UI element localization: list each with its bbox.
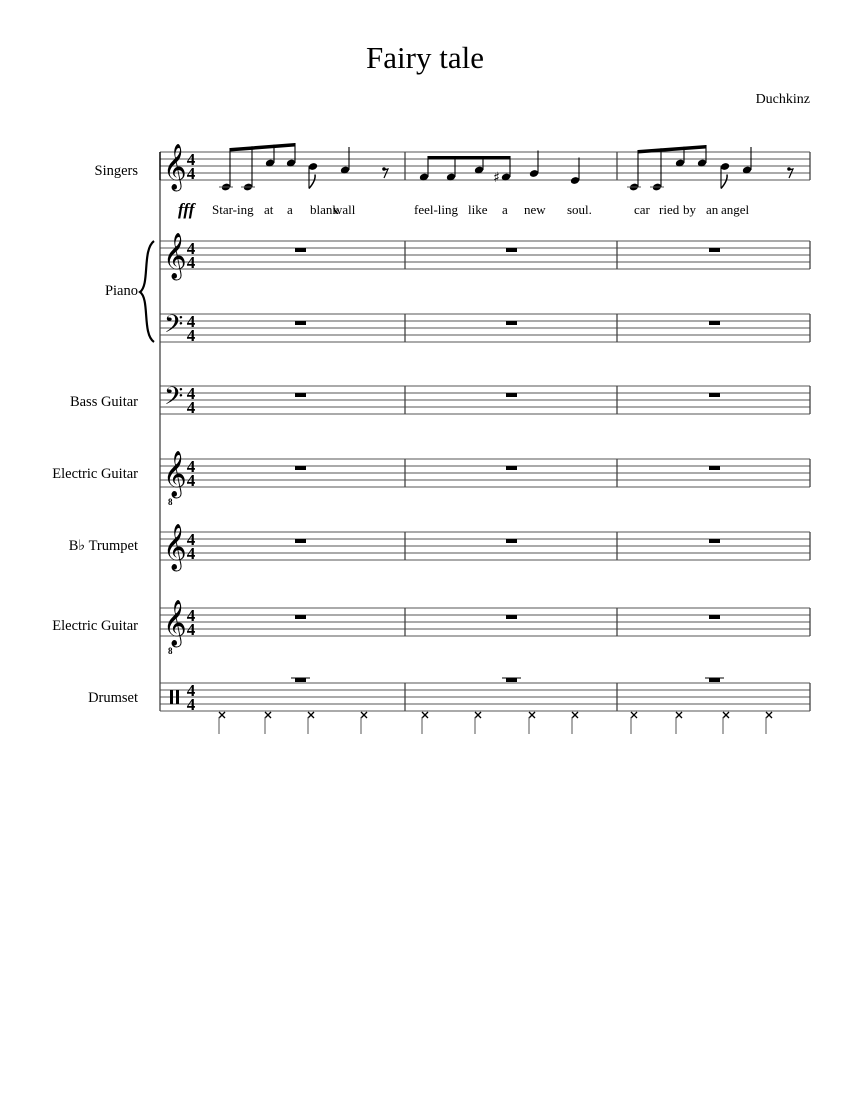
- lyric-syllable: car: [634, 202, 650, 217]
- rests: [291, 248, 724, 682]
- whole-rest-icon: [295, 466, 306, 470]
- lyric-syllable: ried: [659, 202, 680, 217]
- whole-rest-icon: [295, 321, 306, 325]
- singers-measure-1: [219, 143, 388, 191]
- lyric-syllable: soul.: [567, 202, 592, 217]
- time-signature: [187, 457, 196, 490]
- svg-text:8: 8: [168, 646, 173, 656]
- lyric-syllable: at: [264, 202, 274, 217]
- staff-piano-bass: [160, 314, 810, 342]
- staff-electric-guitar-1: [160, 459, 810, 487]
- lyric-syllable: feel-ling: [414, 202, 459, 217]
- composer-name: Duchkinz: [755, 92, 810, 107]
- whole-rest-icon: [709, 321, 720, 325]
- drum-hit-x-notehead-icon: [529, 712, 535, 734]
- svg-text:4: 4: [186, 253, 196, 272]
- instrument-label-piano: Piano: [104, 283, 138, 299]
- svg-text:4: 4: [186, 544, 196, 563]
- whole-rest-icon: [295, 678, 306, 682]
- time-signature: [187, 384, 196, 417]
- instrument-label-drumset: Drumset: [88, 690, 138, 706]
- staff-piano-treble: [160, 241, 810, 269]
- lyric-syllable: new: [524, 202, 546, 217]
- instrument-label-bass-guitar: Bass Guitar: [69, 394, 138, 410]
- svg-text:4: 4: [186, 398, 196, 417]
- svg-text:4: 4: [186, 620, 196, 639]
- time-signature: [187, 530, 196, 563]
- drum-hit-x-notehead-icon: [422, 712, 428, 734]
- svg-text:𝄞: 𝄞: [163, 600, 187, 646]
- whole-rest-icon: [295, 615, 306, 619]
- svg-text:8: 8: [168, 497, 173, 507]
- svg-text:4: 4: [186, 164, 196, 183]
- drum-hit-x-notehead-icon: [631, 712, 637, 734]
- time-signature: [187, 239, 196, 272]
- svg-text:4: 4: [186, 326, 196, 345]
- instrument-label-singers: Singers: [94, 163, 138, 179]
- notes: [219, 143, 793, 734]
- whole-rest-icon: [295, 393, 306, 397]
- whole-rest-icon: [709, 466, 720, 470]
- whole-rest-icon: [506, 678, 517, 682]
- instrument-label-trumpet: B♭ Trumpet: [68, 538, 138, 554]
- lyric-syllable: a: [287, 202, 293, 217]
- whole-rest-icon: [709, 393, 720, 397]
- bass-clef-icon: [164, 310, 183, 345]
- drum-hit-x-notehead-icon: [265, 712, 271, 734]
- svg-text:4: 4: [186, 695, 196, 714]
- time-signature: [187, 312, 196, 345]
- svg-text:4: 4: [186, 457, 196, 476]
- lyrics: [178, 200, 750, 219]
- whole-rest-icon: [295, 248, 306, 252]
- drum-hit-x-notehead-icon: [676, 712, 682, 734]
- instrument-label-electric-guitar-1: Electric Guitar: [52, 466, 138, 482]
- score-title: Fairy tale: [366, 40, 484, 75]
- drum-hit-x-notehead-icon: [308, 712, 314, 734]
- lyric-syllable: blank: [310, 202, 339, 217]
- time-signature: [187, 150, 196, 183]
- dynamic-marking: fff: [178, 200, 195, 219]
- lyric-syllable: angel: [721, 202, 750, 217]
- whole-rest-icon: [506, 248, 517, 252]
- drum-hit-x-notehead-icon: [475, 712, 481, 734]
- time-signature: [187, 606, 196, 639]
- staff-drumset: [160, 683, 810, 711]
- lyric-syllable: by: [683, 202, 696, 217]
- clefs: [140, 144, 196, 714]
- whole-rest-icon: [506, 321, 517, 325]
- singers-measure-2: [419, 151, 580, 187]
- treble-clef-icon: [163, 144, 187, 192]
- whole-rest-icon: [506, 539, 517, 543]
- drum-hit-x-notehead-icon: [723, 712, 729, 734]
- svg-text:4: 4: [186, 150, 196, 169]
- svg-text:4: 4: [186, 471, 196, 490]
- svg-text:4: 4: [186, 530, 196, 549]
- lyric-syllable: an: [706, 202, 719, 217]
- svg-text:4: 4: [186, 239, 196, 258]
- svg-text:4: 4: [186, 606, 196, 625]
- svg-text:𝄞: 𝄞: [163, 233, 187, 279]
- lyric-syllable: a: [502, 202, 508, 217]
- whole-rest-icon: [295, 539, 306, 543]
- piano-brace-icon: [140, 241, 154, 342]
- whole-rest-icon: [709, 539, 720, 543]
- barlines: [160, 152, 810, 711]
- whole-rest-icon: [709, 678, 720, 682]
- svg-text:𝄢: 𝄢: [164, 310, 184, 345]
- lyric-syllable: wall: [333, 202, 356, 217]
- svg-text:4: 4: [186, 384, 196, 403]
- treble-clef-icon: [163, 600, 187, 656]
- svg-text:𝄢: 𝄢: [164, 382, 184, 417]
- svg-text:4: 4: [186, 681, 196, 700]
- whole-rest-icon: [506, 615, 517, 619]
- svg-text:4: 4: [186, 312, 196, 331]
- treble-clef-icon: [163, 451, 187, 507]
- bass-clef-icon: [164, 382, 183, 417]
- staff-bass-guitar: [160, 386, 810, 414]
- whole-rest-icon: [506, 393, 517, 397]
- drum-hit-x-notehead-icon: [219, 712, 225, 734]
- lyric-syllable: Star-ing: [212, 202, 254, 217]
- whole-rest-icon: [709, 248, 720, 252]
- lyric-syllable: like: [468, 202, 488, 217]
- drum-hit-x-notehead-icon: [572, 712, 578, 734]
- svg-text:𝄞: 𝄞: [163, 524, 187, 570]
- staff-trumpet: [160, 532, 810, 560]
- drum-hit-x-notehead-icon: [361, 712, 367, 734]
- staves: [160, 152, 810, 711]
- drum-hit-x-notehead-icon: [766, 712, 772, 734]
- whole-rest-icon: [506, 466, 517, 470]
- svg-text:𝄞: 𝄞: [163, 144, 187, 190]
- sharp-icon: ♯: [493, 170, 500, 186]
- instrument-label-electric-guitar-2: Electric Guitar: [52, 618, 138, 634]
- treble-clef-icon: [163, 524, 187, 572]
- treble-clef-icon: [163, 233, 187, 281]
- time-signature: [187, 681, 196, 714]
- staff-electric-guitar-2: [160, 608, 810, 636]
- svg-text:𝄞: 𝄞: [163, 451, 187, 497]
- whole-rest-icon: [709, 615, 720, 619]
